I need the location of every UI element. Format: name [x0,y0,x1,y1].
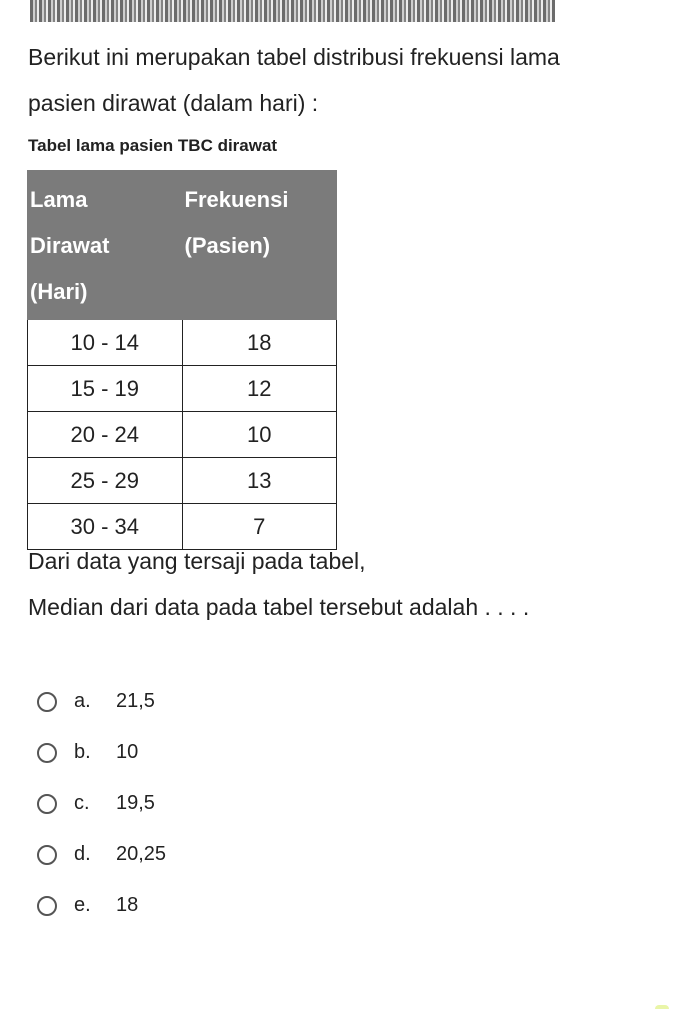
table-row [28,320,337,366]
radio-button-icon[interactable] [37,896,57,916]
option-value: 18 [116,894,139,916]
interval-cell: 20 - 24 [28,412,183,458]
frequency-cell: 12 [182,366,337,412]
cropped-header-strip [30,0,555,22]
option-c[interactable] [37,778,166,829]
frequency-cell: 10 [182,412,337,458]
option-letter: c. [74,792,90,814]
option-value: 10 [116,741,139,763]
option-letter: d. [74,843,91,865]
interval-cell: 30 - 34 [28,504,183,550]
radio-button-icon[interactable] [37,845,57,865]
option-value: 21,5 [116,690,155,712]
table-row [28,504,337,550]
option-letter: a. [74,690,91,712]
question-intro [28,34,668,126]
option-value: 19,5 [116,792,155,814]
header-line: Frekuensi [184,187,289,212]
header-lama-dirawat [28,171,183,320]
frequency-cell: 18 [182,320,337,366]
radio-button-icon[interactable] [37,743,57,763]
header-line: (Hari) [30,279,88,304]
option-b[interactable] [37,727,166,778]
table-caption: Tabel lama pasien TBC dirawat [28,136,278,155]
question-prompt: Median dari data pada tabel tersebut adalah . . . . [28,594,530,620]
intro-line-2: pasien dirawat (dalam hari) : [28,90,319,116]
frequency-cell: 13 [182,458,337,504]
option-e[interactable] [37,880,166,931]
header-line: Dirawat [30,233,110,258]
answer-options [37,676,166,931]
header-frekuensi [182,171,337,320]
frequency-table [27,170,337,550]
table-row [28,458,337,504]
radio-button-icon[interactable] [37,692,57,712]
intro-line-1: Berikut ini merupakan tabel distribusi frekuensi lama [28,44,560,70]
header-line: (Pasien) [184,233,271,258]
after-table-text: Dari data yang tersaji pada tabel, [28,548,366,574]
corner-artifact [655,1005,669,1009]
radio-button-icon[interactable] [37,794,57,814]
interval-cell: 25 - 29 [28,458,183,504]
interval-cell: 15 - 19 [28,366,183,412]
table-header-row [28,171,337,320]
interval-cell: 10 - 14 [28,320,183,366]
option-a[interactable] [37,676,166,727]
frequency-cell: 7 [182,504,337,550]
table-row [28,412,337,458]
option-letter: b. [74,741,91,763]
option-d[interactable] [37,829,166,880]
option-value: 20,25 [116,843,167,865]
option-letter: e. [74,894,91,916]
header-line: Lama [30,187,88,212]
table-row [28,366,337,412]
